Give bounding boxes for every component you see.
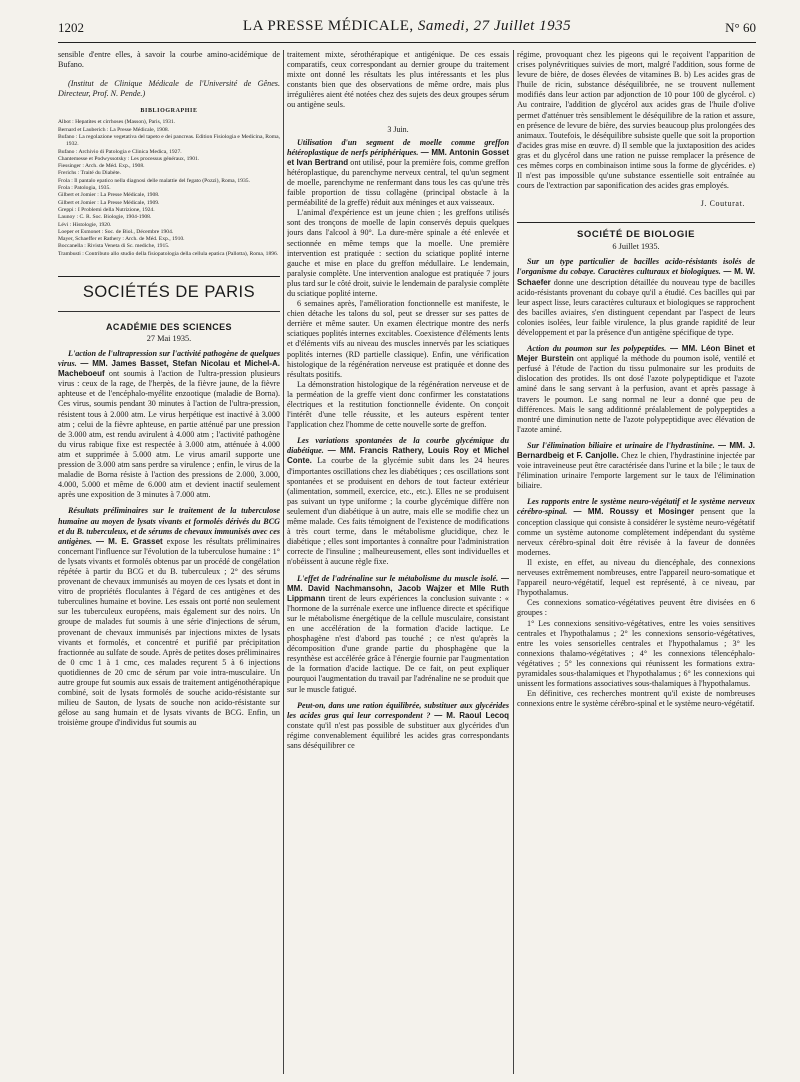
article — [517, 344, 755, 435]
journal-title: LA PRESSE MÉDICALE, — [242, 18, 414, 34]
column-1 — [58, 50, 280, 1074]
bibliography-entry: Albot : Hepatites et cirrhoses (Masson), Paris, 1931. — [58, 119, 176, 126]
body-text: 1° Les connexions sensitivo-végétatives, entre les voies sensitives centrales et l'hypothalamus ; 2° les connexions sensorio-végétatives, entre les voies sensorielles centrales et l'hypothalamus ; 3° les connexions thalamo-végétatives ; 4° les connexions télencéphalo-végétatives ; 5° les connexions qui réunissent les formations extra-pyramidales sous-thalamiques et l'hypothalamus ; 6° les connexions qui unissent les formations associatives sous-thalamiques à l'hypothalamus. — [517, 618, 755, 689]
society-heading: ACADÉMIE DES SCIENCES — [106, 322, 232, 333]
article-text: constate qu'il n'est pas possible de substituer aux glycérides d'un régime convenablement équilibré les acides gras correspondants sans déséquilibrer ce — [287, 720, 509, 750]
article-authors: — M. Raoul Lecoq — [434, 710, 509, 720]
bibliography-entry: Loeper et Esmonet : Soc. de Biol., Décembre 1904. — [58, 228, 174, 235]
bibliography-entry: Gilbert et Jomier : La Presse Médicale, 1909. — [58, 199, 160, 206]
body-text: L'animal d'expérience est un jeune chien ; les greffons utilisés sont des tronçons de moelle de lapin conservés depuis quelques jours dans l'alcool à 90°. La dure-mère spinale a été enlevée et sectionnée en même temps que la moelle. Une première intervention est pratiquée : section du sciatique poplité interne gauche et mise en place du greffon médullaire. Le lendemain, paralysie complète. Une intervention analogue est pratiquée 7 jours plus tard sur le côté droit, suivie le lendemain de paralysie complète du sciatique poplité interne. — [287, 208, 509, 298]
article-text: ont appliqué la méthode du poumon isolé, ventilé et perfusé à l'étude de l'action du tissu pulmonaire sur les produits de dislocation des protides. Ils ont dosé l'azote polypeptidique et l'azote aminé dans le sang servant à la perfusion, avant et après passage à travers le poumon. Le sang normal ne leur a donné que peu de différences. Mais le sang additionné préalablement de polypeptides a montré une diminution nette de l'azote polypeptidique avec élévation de l'azote aminé. — [517, 354, 755, 434]
column-divider — [513, 50, 514, 1074]
article-text: donne une description détaillée du nouveau type de bacilles acido-résistants provenant du cobaye qu'il a étudié. Ces bacilles qui par leur aspect lisse, leurs caractères culturaux et biologiques se rapprochent des bacilles aviaires, s'en distinguent cependant par l'aspect de leurs colonies isolées, leur faible virulence, la plus grande rapidité de leur développement et par la présence d'un antigène spécifique de type. — [517, 277, 755, 337]
body-text: Ces connexions somatico-végétatives peuvent être divisées en 6 groupes : — [517, 598, 755, 618]
article-title: Action du poumon sur les polypeptides. — [527, 344, 667, 354]
bibliography-entry: Fiessinger : Arch. de Méd. Exp., 1908. — [58, 163, 145, 170]
affiliation: (Institut de Clinique Médicale de l'Université de Gênes. Directeur, Prof. N. Pende.) — [58, 79, 280, 99]
page-header — [58, 18, 756, 43]
bibliography-entry: Frola : Il pantalo epatico nella diagnosi delle malattie del fegato (Pozzi), Roma, 1935. — [58, 177, 250, 184]
body-text: Il existe, en effet, au niveau du diencéphale, des connexions nerveuses extrêmement nombreuses, entre l'appareil neuro-somatique et l'appareil neuro-végétatif, lequel est représenté, à ce niveau, par l'hypothalamus. — [517, 557, 755, 598]
article-text: tirent de leurs expériences la conclusion suivante : « l'hormone de la surrénale exerce une influence directe et spécifique sur le métabolisme énergétique de la cellule musculaire, consistant en une accélération de la formation d'acide lactique. Le phosphagène n'est d'abord pas touché ; ce n'est qu'après la décomposition d'une grande partie du phosphagène que la resynthèse est accélérée grâce à l'énergie fournie par l'augmentation de la formation d'acide lactique. De ce fait, on peut expliquer pourquoi l'augmentation du travail par l'adrénaline ne se produit que sur le muscle fatigué. — [287, 593, 509, 694]
article — [517, 257, 755, 338]
author-signature: J. Couturat. — [700, 199, 745, 209]
article-text: pensent que la conception classique qui consiste à considérer le système neuro-végétatif comme un système autonome complètement indépendant du système nerveux cérébro-spinal doit être révisée à la faveur de données modernes. — [517, 507, 755, 557]
article-authors: — M. W. Schaefer — [517, 267, 755, 287]
article-text: La courbe de la glycémie subit dans les 24 heures d'importantes oscillations chez les diabétiques ; ces oscillations sont spontanées et se produisent en dehors de tout facteur extérieur (alimentation, sommeil, exercice, etc., etc.). Elles ne se produisent pas suivant un type uniforme ; la courbe glycémique diffère non seulement d'un diabétique à un autre, mais elle se modifie chez un même malade. Ces faits témoignent de l'existence de modifications à très court terme, dans le métabolisme glucidique, chez le diabétique ; elles sont importantes à connaître pour l'administration correcte de l'insuline ; malheureusement, elles sont individuelles et n'obéissent à aucune règle fixe. — [287, 456, 509, 567]
bibliography-heading: BIBLIOGRAPHIE — [140, 108, 198, 115]
bibliography-entry: Gilbert et Jomier : La Presse Médicale, 1908. — [58, 192, 160, 199]
article-title: Sur l'élimination biliaire et urinaire de l'hydrastinine. — [527, 440, 715, 450]
body-text: 6 semaines après, l'amélioration fonctionnelle est manifeste, le chien détache les talons du sol, peut se dresser sur ses pattes de derrière et même sauter. Un examen électrique montre des nerfs sciatiques poplités internes excitables. Coexistence d'éléments lents et d'éléments vifs au niveau des muscles innervés par les sciatiques poplités internes (RD partielle classique). Enfin, une vérification histologique de la régénération nerveuse est pratiquée et donne des résultats positifs. — [287, 299, 509, 379]
article-title: L'action de l'ultrapression sur l'activité pathogène de quelques virus. — [58, 349, 280, 369]
session-date: 27 Mai 1935. — [146, 334, 192, 344]
bibliography-entry: Bufano : La regolazione vegetativa del tapeto e dei pancreas. Edition Fisiologia e Medicina, Roma, 1932. — [58, 133, 280, 148]
article — [517, 441, 755, 491]
bibliography-entry: Frerichs : Traité du Diabète. — [58, 170, 121, 177]
article-text: Chez le chien, l'hydrastinine injectée par voie intraveineuse peut être caractérisée dans l'urine et la bile ; le taux de l'élimination urinaire l'emporte largement sur le taux de l'élimination biliaire. — [517, 451, 755, 491]
body-text: sensible d'entre elles, à savoir la courbe amino-acidémique de Bufano. — [58, 50, 280, 70]
article — [517, 497, 755, 558]
article-title: Les variations spontanées de la courbe glycémique du diabétique. — [287, 436, 509, 456]
bibliography-entry: Boccanella : Rivista Veneta di Sc. mediche, 1915. — [58, 243, 170, 250]
bibliography-entry: Bernard et Lauberich : La Presse Médicale, 1908. — [58, 126, 170, 133]
bibliography-entry: Chantemesse et Podwyssotsky : Les processus généraux, 1901. — [58, 155, 200, 162]
session-date: 6 Juillet 1935. — [612, 242, 660, 252]
article — [58, 349, 280, 500]
bibliography-entry: Bufano : Archivio di Patologia e Clinica Medica, 1927. — [58, 148, 182, 155]
column-divider — [283, 50, 284, 1074]
bibliography-entry: Mayer, Schaeffer et Rathery : Arch. de Méd. Exp., 1910. — [58, 236, 185, 243]
article-authors: — MM. Roussy et Mosinger — [573, 507, 695, 517]
article-authors: — MM. James Basset, Stefan Nicolau et Michel-A. Macheboeuf — [58, 359, 280, 379]
article — [287, 701, 509, 751]
bibliography-entry: Trambusti : Contributo allo studio della fisiopatologia della cellula epatica (Pallotta), Roma, 1896. — [58, 250, 279, 257]
bibliography-entry: Greppi : I Problemi della Nutrizione, 1924. — [58, 206, 155, 213]
body-text: régime, provoquant chez les pigeons qui le reçoivent l'apparition de crises polynévritiques suivies de mort, malgré l'addition, sous forme de levure de bière, de doses élevées de vitamines B. b) Les acides gras de l'huile de ricin, substance déséquilibrée, ne se trouvent nullement modifiés dans leur action par adjonction de 10 pour 100 de glycérol. c) Au contraire, l'addition de glycérol aux acides gras de l'huile d'olive permet d'atténuer très sensiblement le déséquilibre de la ration et assure, en présence de levure de bière, des survies beaucoup plus prolongées des animaux. Toutefois, le déséquilibre subsiste quelle que soit la proportion d'acides gras mise en œuvre. d) Il semble que la juxtaposition des acides gras et du glycérol dans une ration ne puisse remplacer la présence de ces mêmes corps en combinaison intime sous la forme de glycérides. e) Il n'est pas impossible qu'une substance essentielle soit entraînée au cours de l'extraction par saponification des acides gras employés. — [517, 50, 755, 191]
article-text: ont soumis à l'action de l'ultra-pression plusieurs virus : ceux de la rage, de l'herpès, de la fièvre jaune, de la fièvre aphteuse et de l'encéphalo-myélite enzootique (maladie de Borna). Ces virus, soumis pendant 30 minutes à l'action de l'ultra-pression, résistent tous à 2.000 atm. Le virus herpétique est inactivé à 3.000 atm ; celui de la fièvre aphteuse, en partie atténué par une pression de 3.000 atm, est rendu avirulent à 4.000 atm ; l'activité pathogène du virus rabique fixe est respectée à 3.000 atm, atténuée à 4.000 atm et supprimée à 5.000 atm. Le virus amaril supporte une pression de 3.000 atm sans perdre sa virulence ; enfin, le virus de la maladie de Borna résiste à l'action des pressions de 2.000, 3.000, 4.000, 5.000 et même de 6.000 atm et devient inactif seulement après une exposition de 3 minutes à 7.000 atm. — [58, 369, 280, 500]
article-authors: — MM. Antonin Gosset et Ivan Bertrand — [287, 147, 509, 167]
article-authors: — M. E. Grasset — [96, 536, 163, 546]
section-heading: SOCIÉTÉS DE PARIS — [58, 276, 280, 311]
society-heading: SOCIÉTÉ DE BIOLOGIE — [576, 229, 696, 241]
article-authors: — MM. Francis Rathery, Louis Roy et Michel Conte. — [287, 446, 509, 466]
column-2 — [287, 50, 509, 1074]
divider — [58, 311, 280, 312]
column-3 — [517, 50, 755, 1074]
divider — [517, 222, 755, 223]
page-number: 1202 — [58, 20, 84, 35]
article-text: ont utilisé, pour la première fois, comme greffon hétéroplastique, du parenchyme nerveux central, tel qu'un segment de moelle, parenchyme ne renfermant dans tous les cas qu'une très faible proportion de tissu collagène (principal obstacle à la perméabilité de la greffe) réduit aux méninges et aux vaisseaux. — [287, 157, 509, 208]
running-title — [58, 18, 756, 35]
article-authors: — MM. Léon Binet et Mejer Burstein — [517, 344, 755, 364]
issue-date: Samedi, 27 Juillet 1935 — [417, 18, 572, 34]
session-date: 3 Juin. — [387, 124, 409, 134]
body-text: La démonstration histologique de la régénération nerveuse et de la perméation de la greffe vient donc confirmer les constatations électriques et la restitution fonctionnelle évidente. On conçoit l'intérêt d'une telle réussite, et les auteurs espèrent tenter l'application chez l'homme de cette nouvelle sorte de greffon. — [287, 379, 509, 430]
article-authors: — MM. J. Bernardbeig et F. Canjolle. — [517, 440, 755, 460]
article — [58, 506, 280, 728]
bibliography-entry: Lévi : Histologie, 1920. — [58, 221, 112, 228]
bibliography-entry: Launoy : C. R. Soc. Biologie, 1904-1908. — [58, 214, 152, 221]
article-title: Les rapports entre le système neuro-végétatif et le système nerveux cérébro-spinal. — [517, 497, 755, 517]
bibliography-list — [58, 119, 280, 258]
article-title: Sur un type particulier de bacilles acido-résistants isolés de l'organisme du cobaye. Caractères culturaux et biologiques. — [517, 257, 755, 277]
bibliography-entry: Frola : Patologia, 1935. — [58, 185, 111, 192]
article-text: expose les résultats préliminaires concernant l'influence sur l'évolution de la tuberculose humaine : 1° de lysats vivants et formolés obtenus par un procédé de congélation répétée à partir du BCG et du B. tuberculeux ; 2° des sérums provenant de chevaux immunisés au moyen de ces lysats et dont in vitro de propriétés floculantes à l'égard de ces antigènes et des tuberculines humaine et bovine. Les essais ont porté non seulement sur les tuberculeux européens, mais également sur des noirs. Un groupe de malades fut soumis à une série d'injections de sérum, provenant de chevaux immunisés par injections mixtes de lysats vivants et formolés, et concentré et purifié par précipitation fractionnée au sulfate de soude. Après de petites doses préliminaires de 0 cmc 1 à 1 cmc, ces malades reçurent 5 à 6 injections quotidiennes de 20 cmc de sérum par voie intra-musculaire. Un autre groupe fut soumis aux essais de traitement antigénothérapique combiné, soit de lysats formolés de souche acido-résistante sur milieu de Sauton, de lysats de souche non acido-résistante sur gélose au sang humain et de lysats vivants de BCG. Enfin, un troisième groupe d'individus fut soumis au — [58, 536, 280, 728]
article-title: L'effet de l'adrénaline sur le métabolisme du muscle isolé. — [297, 573, 499, 583]
article — [287, 436, 509, 567]
article — [287, 574, 509, 695]
article-title: Résultats préliminaires sur le traitement de la tuberculose humaine au moyen de lysats vivants et formolés dérivés du BCG et du B. tuberculeux, et de sérums de chevaux immunisés avec ces antigènes. — [58, 506, 280, 546]
article-authors: — MM. David Nachmansohn, Jacob Wajzer et Mlle Ruth Lippmann — [287, 573, 509, 603]
article — [287, 138, 509, 209]
article-title: Utilisation d'un segment de moelle comme greffon hétéroplastique de nerfs périphériques. — [287, 137, 509, 157]
article-title: Peut-on, dans une ration équilibrée, substituer aux glycérides les acides gras qui leur correspondent ? — [287, 700, 509, 720]
body-text: traitement mixte, sérothérapique et antigénique. De ces essais comparatifs, ceux correspondant au dernier groupe du traitement mixte ont donné les résultats les plus intéressants et les plus constants bien que des observations de même ordre, mais plus irrégulières aient été notées chez des sujets des deux groupes sérum ou antigène seuls. — [287, 50, 509, 110]
issue-number: N° 60 — [725, 20, 756, 35]
body-text: En définitive, ces recherches montrent qu'il existe de nombreuses connexions entre le système cérébro-spinal et le système neuro-végétatif. — [517, 689, 755, 709]
